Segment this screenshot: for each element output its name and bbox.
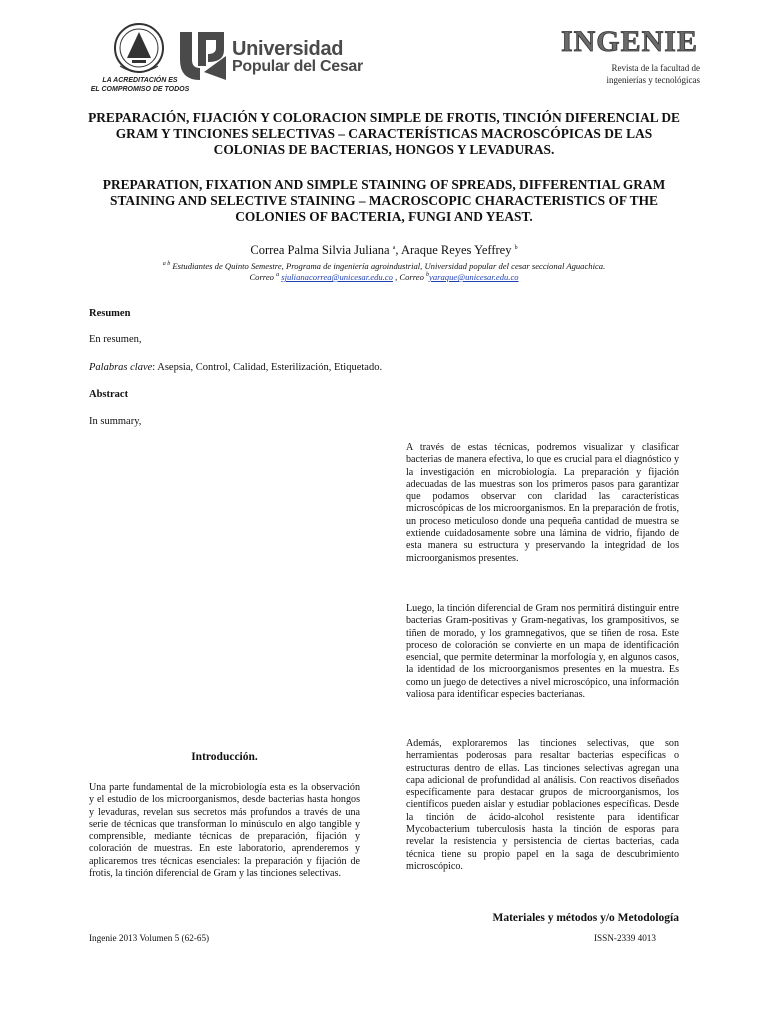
email-label-1: Correo xyxy=(249,272,277,282)
keywords-colon: : xyxy=(152,362,156,373)
resumen-text: En resumen, xyxy=(89,334,142,345)
journal-subtitle-line-2: ingenierías y tecnológicas xyxy=(606,75,700,85)
keywords-label: Palabras clave xyxy=(89,362,153,373)
author-separator: , xyxy=(395,243,401,257)
abstract-text: In summary, xyxy=(89,416,142,427)
intro-heading: Introducción. xyxy=(191,751,258,763)
slogan-line-1: LA ACREDITACIÓN ES xyxy=(102,77,178,84)
authors xyxy=(80,243,688,258)
resumen-heading: Resumen xyxy=(89,308,131,319)
footer-issn: ISSN-2339 4013 xyxy=(593,933,656,943)
email-sup-2: b xyxy=(426,272,430,279)
title-spanish: PREPARACIÓN, FIJACIÓN Y COLORACION SIMPLE DE FROTIS, TINCIÓN DIFERENCIAL DE GRAM Y TINCIONES SELECTIVAS – CARACTERÍSTICAS MACROSCÓPICAS DE LAS COLONIAS DE BACTERIAS, HONGOS Y LEVADURAS. xyxy=(88,110,680,157)
email-separator: , Correo xyxy=(392,272,427,282)
keywords xyxy=(89,362,382,373)
university-name-line-2: Popular del Cesar xyxy=(232,58,363,75)
author-2: Araque Reyes Yeffrey xyxy=(400,243,512,257)
intro-paragraph: Una parte fundamental de la microbiología esta es la observación y el estudio de los microorganismos, desde bacterias hasta hongos y levaduras, revelan sus secretos más profundos a través de una serie de técnicas que transforman lo minúsculo en algo tangible y comprensible, mediante técnicas de preparación, fijación y coloración de muestras. En este laboratorio, aprenderemos y aplicaremos tres técnicas esenciales: la preparación y fijación de frotis, la tinción diferencial de Gram y las tinciones selectivas. xyxy=(89,782,360,880)
email-sup-1: a xyxy=(276,272,280,279)
up-logo-icon xyxy=(178,30,228,82)
university-name xyxy=(232,40,363,76)
affiliation xyxy=(80,261,688,283)
slogan-line-2: EL COMPROMISO DE TODOS xyxy=(90,86,190,93)
email-link-2[interactable]: yaraque@unicesar.edu.co xyxy=(429,272,519,282)
methods-heading: Materiales y métodos y/o Metodología xyxy=(492,912,679,924)
journal-subtitle xyxy=(572,62,700,86)
author-1: Correa Palma Silvia Juliana xyxy=(250,243,390,257)
footer-citation: Ingenie 2013 Volumen 5 (62-65) xyxy=(89,933,210,943)
right-paragraph-2: Luego, la tinción diferencial de Gram nos permitirá distinguir entre bacterias Gram-positivas y Gram-negativas, los grampositivos, se tiñen de morado, y los gramnegativos, que se tiñen de rosa. Este proceso de coloración se convierte en un mapa de identificación esencial, que permite determinar la morfología y, en algunos casos, la identidad de los microorganismos presentes en la muestra. Es como un juego de detectives a nivel microscópico, una información valiosa para identificar especies bacterianas. xyxy=(406,603,680,701)
journal-logo xyxy=(560,24,700,56)
keywords-list: Asepsia, Control, Calidad, Esterilización, Etiquetado. xyxy=(155,362,383,373)
journal-subtitle-line-1: Revista de la facultad de xyxy=(611,63,700,73)
right-paragraph-1: A través de estas técnicas, podremos visualizar y clasificar bacterias de manera efectiva, lo que es crucial para el diagnóstico y la investigación en microbiología. La preparación y fijación adecuadas de las muestras son los primeros pasos para garantizar que podamos observar con claridad las características microscópicas de los microorganismos. En la preparación de frotis, un proceso meticuloso donde una pequeña cantidad de muestra se extiende cuidadosamente sobre una lámina de vidrio, fijando de esta manera su estructura y preservando la integridad de los microorganismos presentes. xyxy=(406,442,679,564)
affiliation-sup: a b xyxy=(162,261,171,268)
author-1-sup: a xyxy=(392,244,396,251)
affiliation-text: Estudiantes de Quinto Semestre, Programa de ingeniería agroindustrial, Universidad popular del cesar seccional Aguachica. xyxy=(170,261,606,271)
title-english: PREPARATION, FIXATION AND SIMPLE STAINING OF SPREADS, DIFFERENTIAL GRAM STAINING AND SELECTIVE STAINING – MACROSCOPIC CHARACTERISTICS OF THE COLONIES OF BACTERIA, FUNGI AND YEAST. xyxy=(102,177,666,224)
author-2-sup: b xyxy=(514,244,518,251)
right-paragraph-3: Además, exploraremos las tinciones selectivas, que son herramientas poderosas para resaltar bacterias específicas o estructuras dentro de ellas. Las tinciones selectivas agregan una capa adicional de profundidad al análisis. Con reactivos diseñados específicamente para destacar grupos de microorganismos, los científicos pueden aislar y estudiar poblaciones específicas. Desde la tinción de ácido-alcohol resistente para identificar Mycobacterium tuberculosis hasta la tinción de esporas para revelar la resistencia y persistencia de ciertas bacterias, cada técnica tiene su propio papel en la saga de descubrimiento microscópico. xyxy=(406,738,679,872)
university-name-line-1: Universidad xyxy=(232,38,344,60)
university-seal-icon xyxy=(108,22,170,78)
journal-name: INGENIE xyxy=(560,25,698,56)
abstract-heading: Abstract xyxy=(89,389,129,400)
email-link-1[interactable]: sjulianacorrea@unicesar.edu.co xyxy=(281,272,393,282)
